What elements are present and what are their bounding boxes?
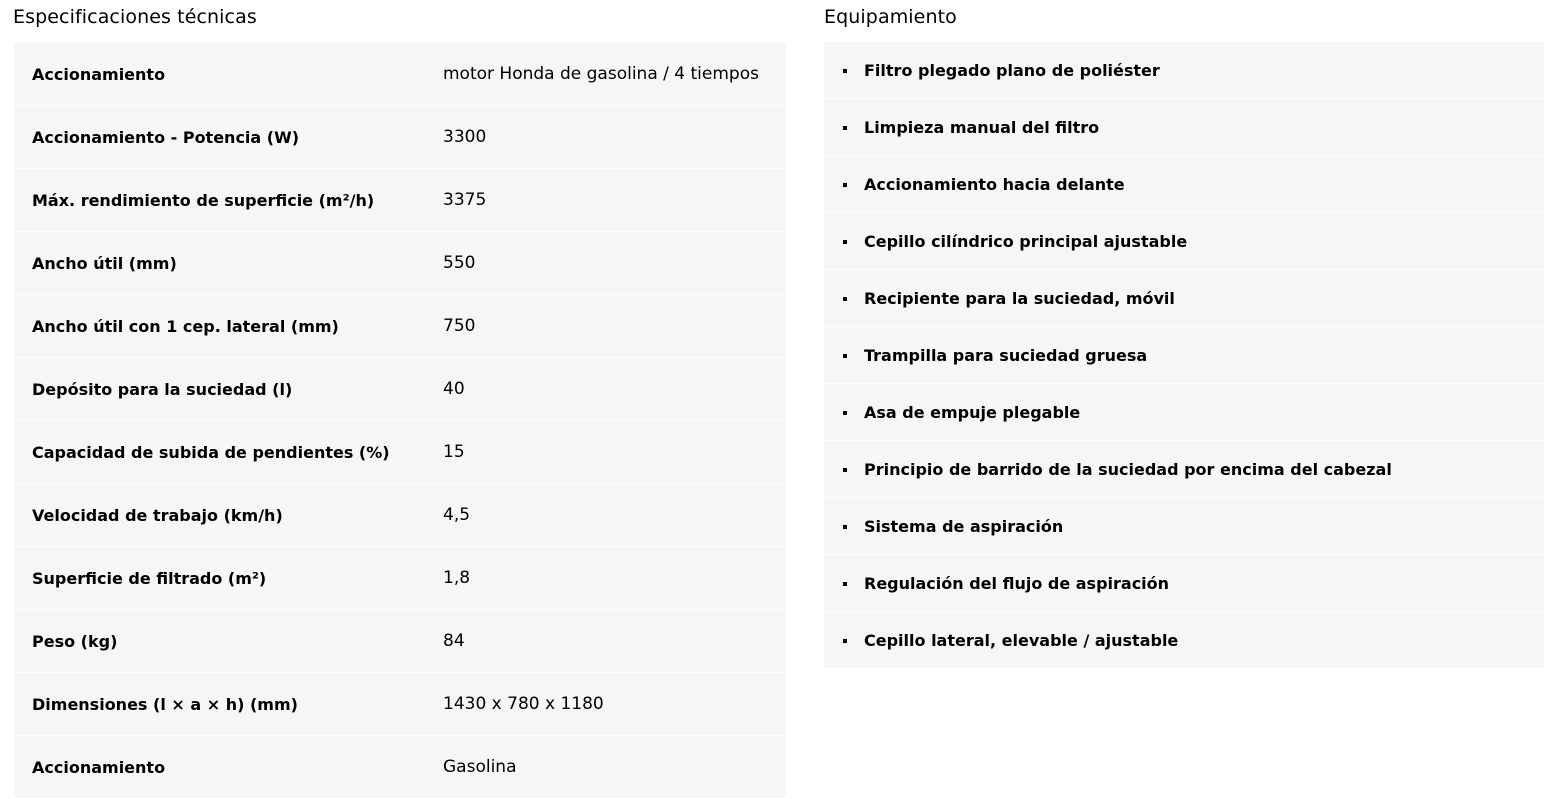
bullet-icon [843,354,847,358]
table-row [14,547,786,610]
list-item [824,441,1544,498]
spec-value: 1,8 [424,547,786,610]
table-row [14,484,786,547]
list-item [824,555,1544,612]
bullet-icon [843,126,847,130]
bullet-icon [843,69,847,73]
equipment-item-label: Cepillo lateral, elevable / ajustable [864,630,1179,650]
equipment-item-label: Limpieza manual del filtro [864,117,1100,137]
spec-value: 750 [424,295,786,358]
bullet-icon [843,411,847,415]
bullet-icon [843,639,847,643]
equipment-list [824,42,1544,669]
spec-label: Dimensiones (l × a × h) (mm) [14,673,424,736]
spec-label: Accionamiento - Potencia (W) [14,106,424,169]
table-row [14,610,786,673]
specs-table [14,43,786,799]
equipment-item-label: Sistema de aspiración [864,516,1064,536]
list-item [824,270,1544,327]
spec-value: 3375 [424,169,786,232]
spec-label: Accionamiento [14,736,424,799]
list-item [824,42,1544,99]
table-row [14,421,786,484]
bullet-icon [843,468,847,472]
equipment-title: Equipamiento [824,6,957,28]
spec-label: Peso (kg) [14,610,424,673]
specs-title: Especificaciones técnicas [13,6,257,28]
spec-label: Depósito para la suciedad (l) [14,358,424,421]
list-item [824,498,1544,555]
spec-value: Gasolina [424,736,786,799]
spec-value: 84 [424,610,786,673]
list-item [824,213,1544,270]
spec-label: Ancho útil con 1 cep. lateral (mm) [14,295,424,358]
table-row [14,106,786,169]
table-row [14,358,786,421]
table-row [14,673,786,736]
equipment-item-label: Principio de barrido de la suciedad por encima del cabezal [864,459,1392,479]
spec-value: 3300 [424,106,786,169]
table-row [14,736,786,799]
spec-label: Capacidad de subida de pendientes (%) [14,421,424,484]
equipment-item-label: Recipiente para la suciedad, móvil [864,288,1175,308]
table-row [14,169,786,232]
equipment-item-label: Accionamiento hacia delante [864,174,1125,194]
spec-value: 550 [424,232,786,295]
spec-value: 40 [424,358,786,421]
spec-value: 1430 x 780 x 1180 [424,673,786,736]
spec-label: Accionamiento [14,43,424,106]
bullet-icon [843,582,847,586]
bullet-icon [843,525,847,529]
spec-label: Velocidad de trabajo (km/h) [14,484,424,547]
spec-value: motor Honda de gasolina / 4 tiempos [424,43,786,106]
table-row [14,232,786,295]
equipment-item-label: Trampilla para suciedad gruesa [864,345,1148,365]
bullet-icon [843,183,847,187]
spec-value: 15 [424,421,786,484]
equipment-item-label: Cepillo cilíndrico principal ajustable [864,231,1188,251]
spec-label: Máx. rendimiento de superficie (m²/h) [14,169,424,232]
table-row [14,43,786,106]
bullet-icon [843,297,847,301]
list-item [824,156,1544,213]
spec-label: Ancho útil (mm) [14,232,424,295]
list-item [824,99,1544,156]
bullet-icon [843,240,847,244]
list-item [824,384,1544,441]
list-item [824,612,1544,669]
equipment-item-label: Regulación del flujo de aspiración [864,573,1170,593]
spec-label: Superficie de filtrado (m²) [14,547,424,610]
table-row [14,295,786,358]
list-item [824,327,1544,384]
equipment-item-label: Filtro plegado plano de poliéster [864,60,1160,80]
equipment-item-label: Asa de empuje plegable [864,402,1081,422]
spec-value: 4,5 [424,484,786,547]
